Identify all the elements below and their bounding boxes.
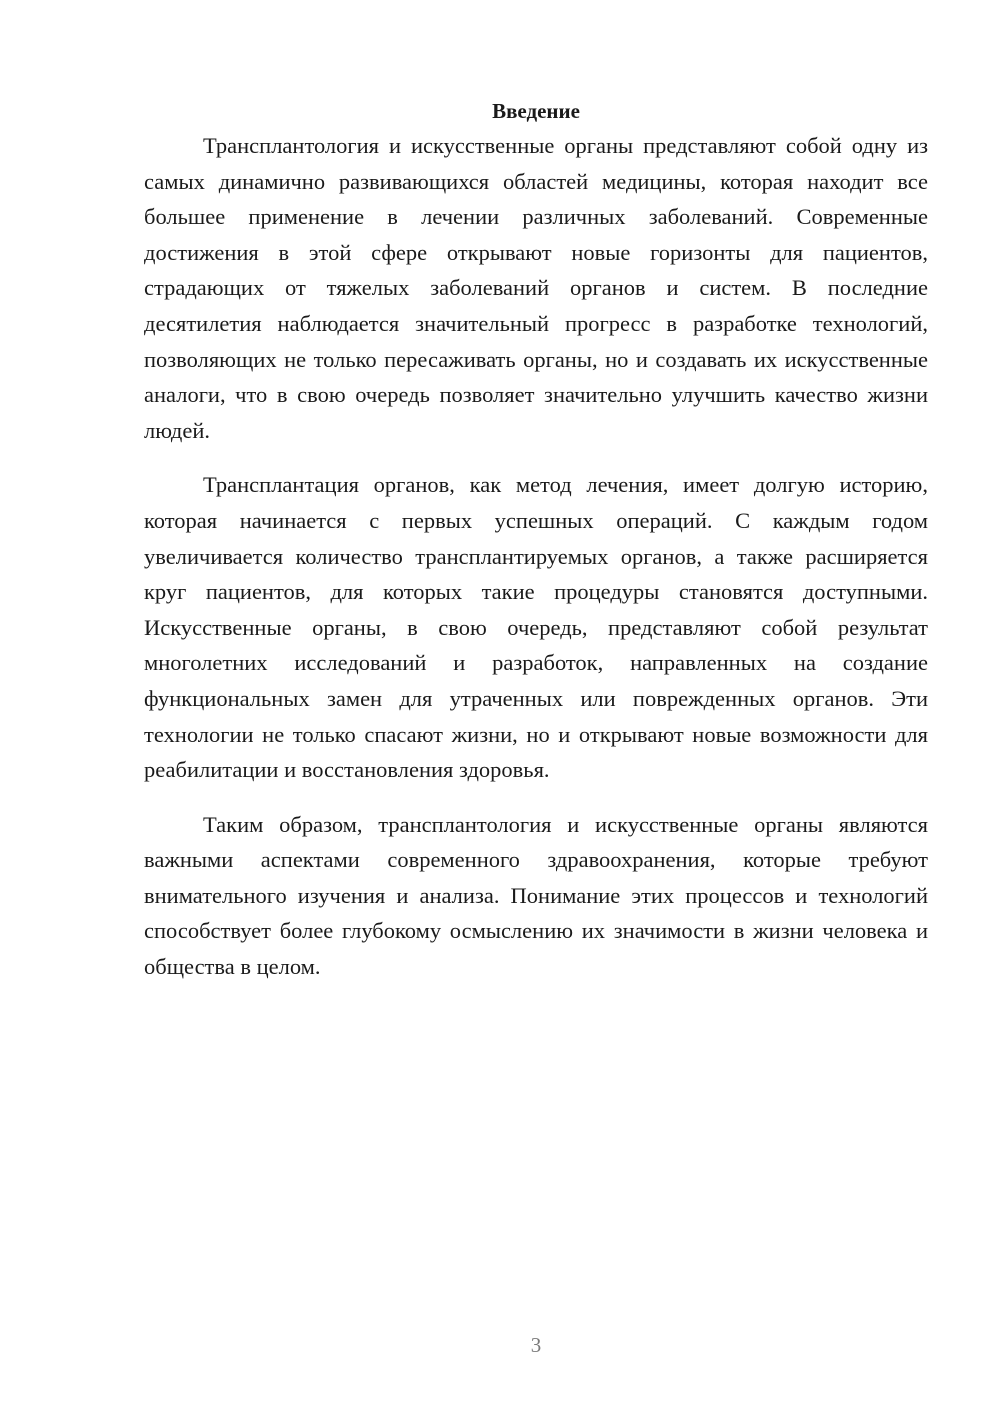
paragraph-3: Таким образом, трансплантология и искусственные органы являются важными аспектами современного здравоохранения, которые требуют внимательного изучения и анализа. Понимание этих процессов и технологий способствует более глубокому осмыслению их значимости в жизни человека и общества в целом. — [144, 811, 928, 980]
section-title: Введение — [492, 99, 580, 123]
document-body — [144, 96, 928, 1004]
page-number: 3 — [530, 1333, 542, 1357]
paragraph-1: Трансплантология и искусственные органы представляют собой одну из самых динамично развивающихся областей медицины, которая находит все большее применение в лечении различных заболеваний. Современные достижения в этой сфере открывают новые горизонты для пациентов, страдающих от тяжелых заболеваний органов и систем. В последние десятилетия наблюдается значительный прогресс в разработке технологий, позволяющих не только пересаживать органы, но и создавать их искусственные аналоги, что в свою очередь позволяет значительно улучшить качество жизни людей. — [144, 133, 928, 443]
paragraph-2: Трансплантация органов, как метод лечения, имеет долгую историю, которая начинается с первых успешных операций. С каждым годом увеличивается количество трансплантируемых органов, а также расширяется круг пациентов, для которых такие процедуры становятся доступными. Искусственные органы, в свою очередь, представляют собой результат многолетних исследований и разработок, направленных на создание функциональных замен для утраченных или поврежденных органов. Эти технологии не только спасают жизни, но и открывают новые возможности для реабилитации и восстановления здоровья. — [144, 472, 928, 783]
